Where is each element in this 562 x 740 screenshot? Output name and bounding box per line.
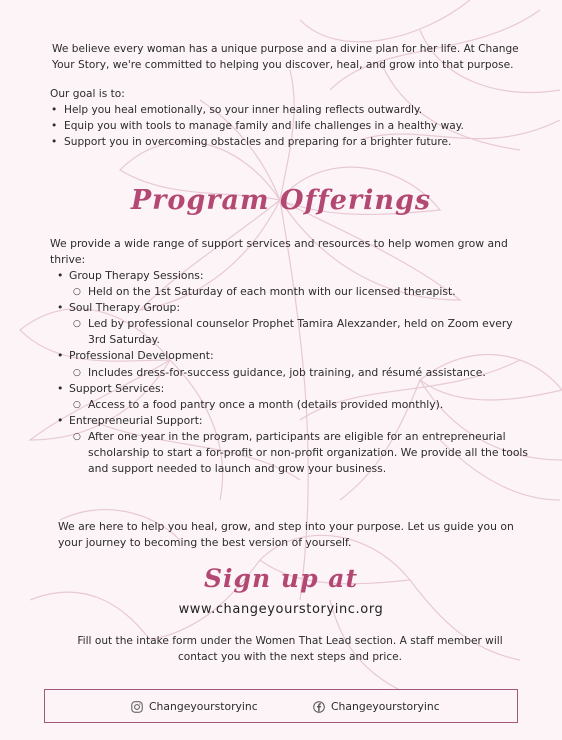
instagram-link[interactable] xyxy=(131,700,258,713)
program-detail: ○ Includes dress-for-success guidance, job training, and résumé assistance. xyxy=(88,365,530,381)
website-link[interactable]: www.changeyourstoryinc.org xyxy=(178,602,384,617)
program-item xyxy=(50,381,530,413)
program-detail: ○ After one year in the program, participants are eligible for an entrepreneurial scholarship to start a for-profit or non-profit organization. We provide all the tools and support needed to launch and grow your business. xyxy=(88,429,530,477)
list-item: • Equip you with tools to manage family and life challenges in a healthy way. xyxy=(50,118,530,134)
sign-up-heading: Sign up at xyxy=(203,564,359,593)
social-footer xyxy=(44,689,518,723)
facebook-icon xyxy=(313,701,325,713)
instagram-handle: Changeyourstoryinc xyxy=(149,700,258,713)
facebook-link[interactable] xyxy=(313,700,440,713)
program-name: Entrepreneurial Support: xyxy=(69,413,203,427)
program-item xyxy=(50,348,530,380)
program-name: Group Therapy Sessions: xyxy=(69,269,204,282)
program-name: Soul Therapy Group: xyxy=(69,301,181,315)
list-item: • Support you in overcoming obstacles and preparing for a brighter future. xyxy=(50,134,530,150)
program-name: Support Services: xyxy=(69,381,165,395)
program-detail: ○ Led by professional counselor Prophet Tamira Alexzander, held on Zoom every 3rd Saturday. xyxy=(88,316,530,348)
program-item xyxy=(50,300,530,348)
offerings-intro: We provide a wide range of support services and resources to help women grow and thrive: xyxy=(50,237,508,266)
list-item: • Help you heal emotionally, so your inner healing reflects outwardly. xyxy=(50,102,530,118)
mission-statement: We believe every woman has a unique purpose and a divine plan for her life. At Change Your Story, we're committed to helping you discover, heal, and grow into that purpose. xyxy=(52,43,519,71)
program-offerings-heading: Program Offerings xyxy=(130,185,432,216)
program-item xyxy=(50,268,530,300)
program-detail: ○ Held on the 1st Saturday of each month with our licensed therapist. xyxy=(88,284,530,300)
goal-label: Our goal is to: xyxy=(50,88,125,100)
intake-instructions: Fill out the intake form under the Women That Lead section. A staff member will contact you with the next steps and price. xyxy=(77,635,503,663)
goal-list xyxy=(50,102,530,150)
closing-statement: We are here to help you heal, grow, and step into your purpose. Let us guide you on your journey to becoming the best version of yourself. xyxy=(58,520,514,549)
instagram-icon xyxy=(131,701,143,713)
program-list xyxy=(50,268,530,477)
program-name: Professional Development: xyxy=(69,349,214,363)
program-item xyxy=(50,413,530,477)
facebook-handle: Changeyourstoryinc xyxy=(331,700,440,713)
program-detail: ○ Access to a food pantry once a month (details provided monthly). xyxy=(88,397,530,413)
